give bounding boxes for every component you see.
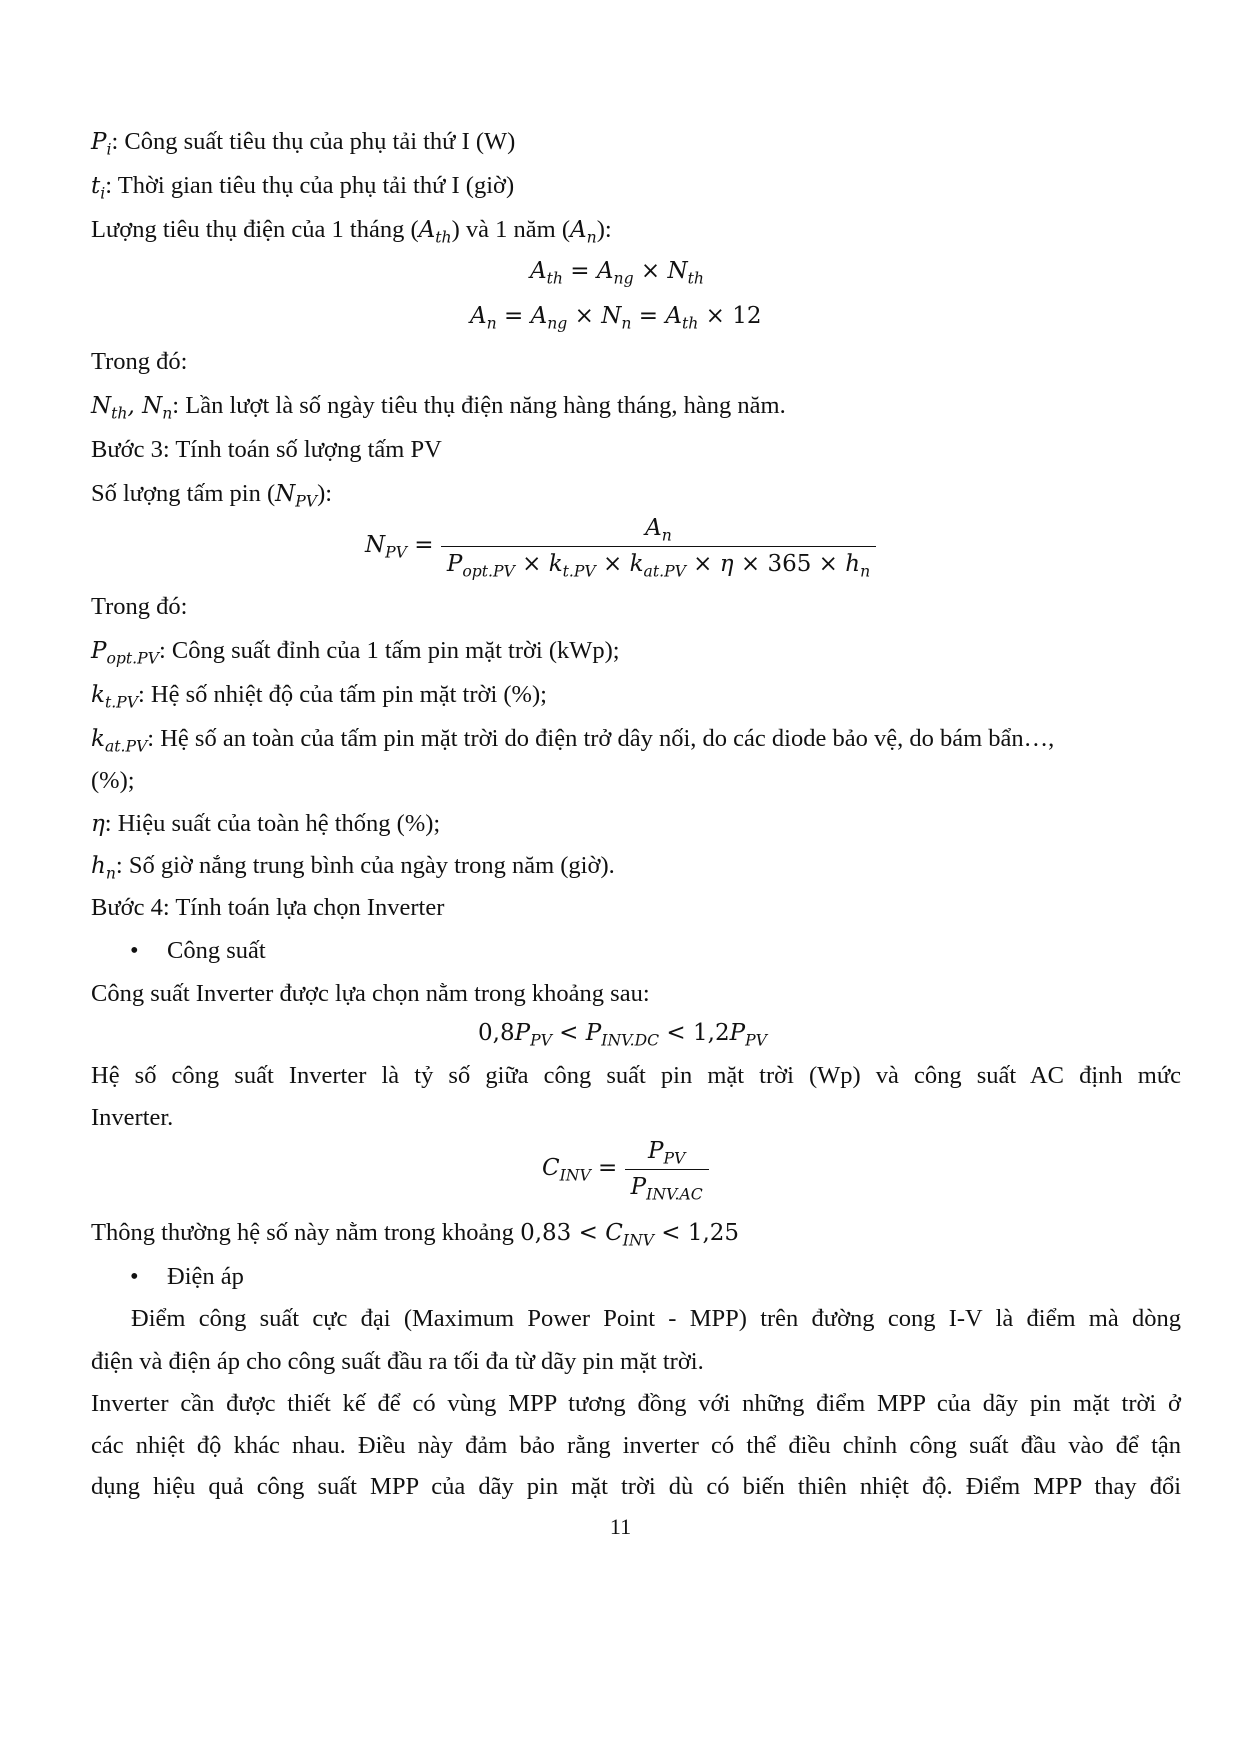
equation-inverter-range: $0,8P_{PV} < P_{INV.DC} < 1,2P_{PV}$	[478, 1020, 767, 1050]
definition-h-n: $h_n$: Số giờ nắng trung bình của ngày trong năm (giờ).	[91, 852, 615, 883]
equation-panel-count: $N_{PV}$ = $\frac{A_n}{P_{opt.PV} \times k_{t.PV} \times k_{at.PV} \times \eta \times 365 \times h_n}$	[365, 515, 876, 578]
definition-k-t-pv: $k_{t.PV}$: Hệ số nhiệt độ của tấm pin mặt trời (%);	[91, 681, 547, 712]
paragraph-inverter-line-1: Inverter cần được thiết kế để có vùng MPP tương đồng với những điểm MPP của dãy pin mặt trời ở	[91, 1390, 1181, 1417]
where-label: Trong đó:	[91, 348, 188, 375]
definition-n-th-n-n: $N_{th}$, $N_n$: Lần lượt là số ngày tiêu thụ điện năng hàng tháng, hàng năm.	[91, 392, 786, 423]
paragraph-mpp-line-2: điện và điện áp cho công suất đầu ra tối đa từ dãy pin mặt trời.	[91, 1348, 704, 1375]
paragraph-inverter-line-3: dụng hiệu quả công suất MPP của dãy pin mặt trời dù có biến thiên nhiệt độ. Điểm MPP thay đổi	[91, 1473, 1181, 1500]
panel-count-intro: Số lượng tấm pin $(N_{PV})$:	[91, 480, 333, 511]
paragraph-mpp-line-1: Điểm công suất cực đại (Maximum Power Point - MPP) trên đường cong I-V là điểm mà dòng	[131, 1305, 1181, 1332]
definition-k-at-pv: $k_{at.PV}$: Hệ số an toàn của tấm pin mặt trời do điện trở dây nối, do các diode bảo vệ, do bám bẩn…,	[91, 725, 1055, 756]
paragraph-inverter-line-2: các nhiệt độ khác nhau. Điều này đảm bảo rằng inverter có thể điều chỉnh công suất đầu vào để tận	[91, 1432, 1181, 1459]
equation-yearly-consumption: $A_n = A_{ng} \times N_n = A_{th} \times 12$	[470, 303, 762, 333]
fraction: $\frac{P_{PV}}{P_{INV.AC}}$	[625, 1138, 709, 1201]
where-label-2: Trong đó:	[91, 593, 188, 620]
definition-p-opt-pv: $P_{opt.PV}$: Công suất đỉnh của 1 tấm pin mặt trời (kWp);	[91, 637, 620, 668]
bullet-power: • Công suất	[130, 936, 266, 966]
definition-t-i: $t_i$: Thời gian tiêu thụ của phụ tải thứ I (giờ)	[91, 172, 515, 203]
consumption-intro: Lượng tiêu thụ điện của 1 tháng $(A_{th})$ và 1 năm $(A_n)$:	[91, 216, 612, 247]
page-number: 11	[609, 1514, 632, 1539]
inverter-range-intro: Công suất Inverter được lựa chọn nằm trong khoảng sau:	[91, 980, 650, 1007]
fraction: $\frac{A_n}{P_{opt.PV} \times k_{t.PV} \times k_{at.PV} \times \eta \times 365 \times h_n}$	[441, 515, 876, 578]
definition-k-at-pv-cont: (%);	[91, 767, 135, 794]
definition-text: : Công suất tiêu thụ của phụ tải thứ I (W)	[111, 128, 516, 155]
inverter-ratio-typical: Thông thường hệ số này nằm trong khoảng $0,83 < C_{INV} < 1,25$	[91, 1219, 740, 1250]
step-3-heading: Bước 3: Tính toán số lượng tấm PV	[91, 436, 442, 463]
step-4-heading: Bước 4: Tính toán lựa chọn Inverter	[91, 894, 445, 921]
equation-inverter-ratio: $C_{INV}$ = $\frac{P_{PV}}{P_{INV.AC}}$	[542, 1138, 709, 1201]
equation-monthly-consumption: $A_{th} = A_{ng} \times N_{th}$	[530, 258, 704, 288]
paragraph-inverter-ratio-cont: Inverter.	[91, 1104, 174, 1131]
paragraph-inverter-ratio: Hệ số công suất Inverter là tỷ số giữa công suất pin mặt trời (Wp) và công suất AC định mức	[91, 1062, 1181, 1089]
definition-p-i: $P_i$: Công suất tiêu thụ của phụ tải thứ I (W)	[91, 128, 516, 159]
bullet-voltage: • Điện áp	[130, 1262, 244, 1292]
definition-text: : Thời gian tiêu thụ của phụ tải thứ I (giờ)	[105, 172, 515, 199]
definition-eta: η: Hiệu suất của toàn hệ thống (%);	[91, 810, 441, 837]
